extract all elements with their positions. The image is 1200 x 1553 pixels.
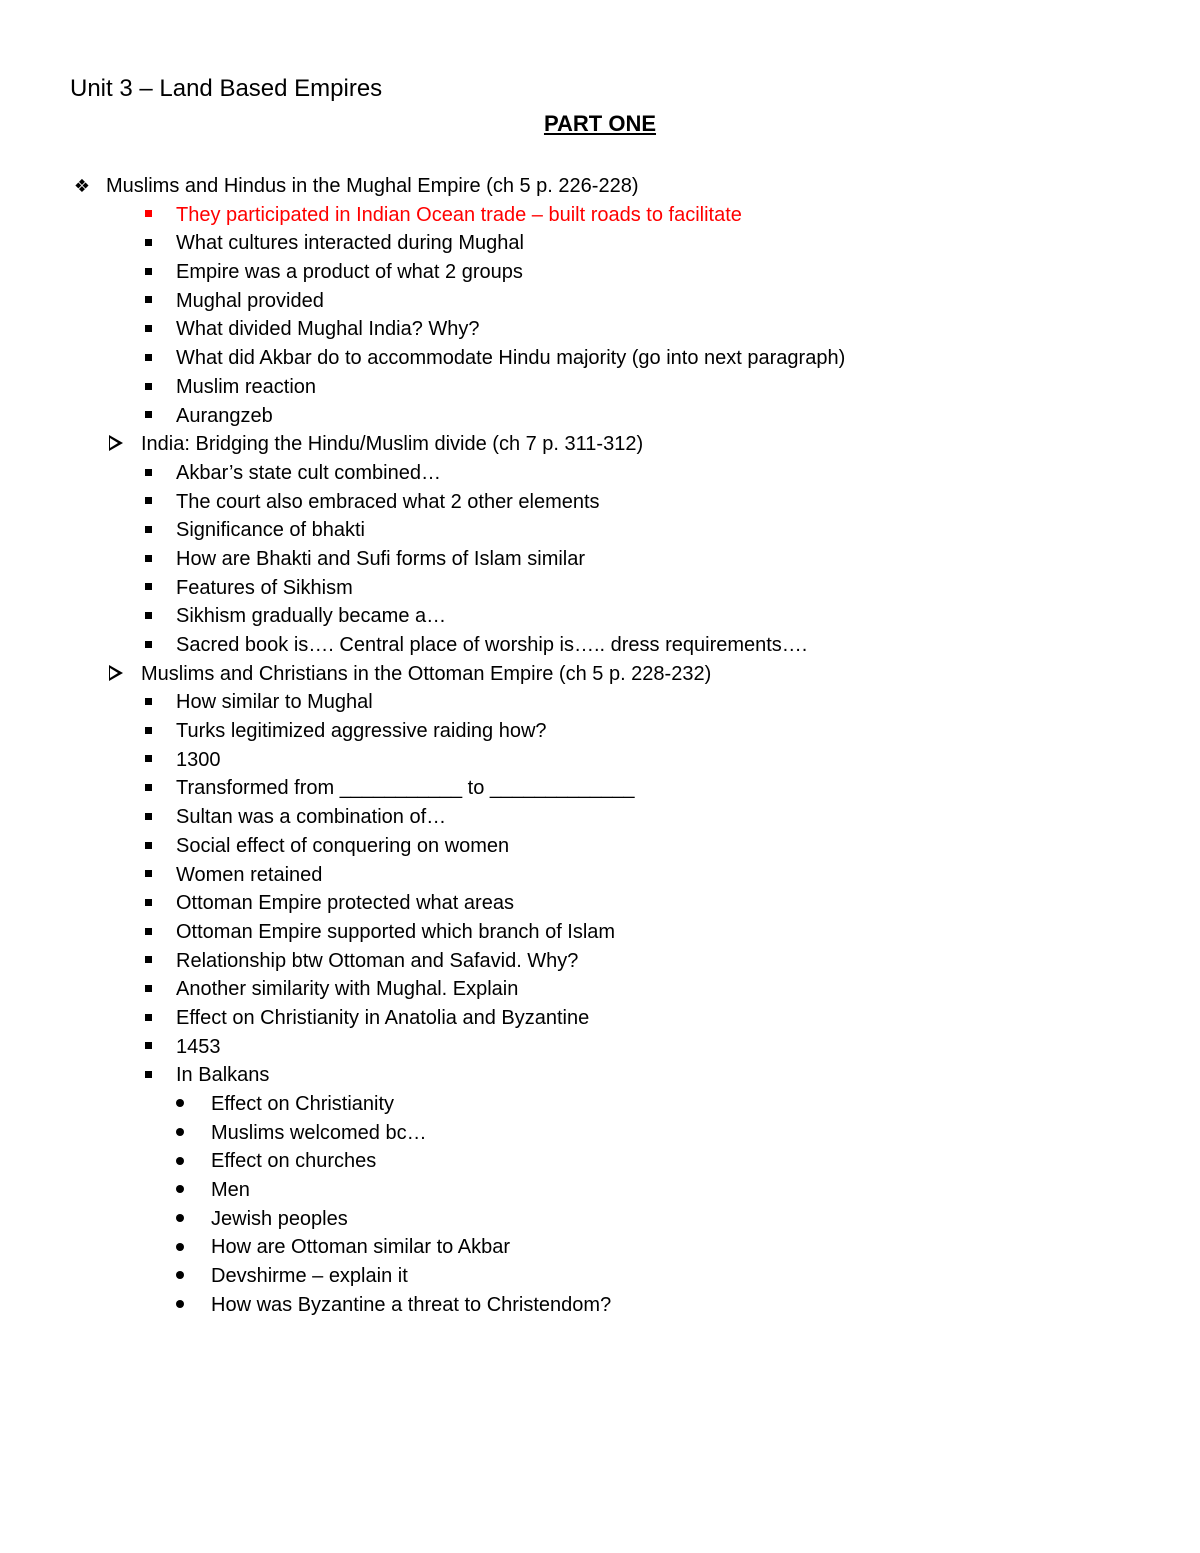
outline-item <box>0 602 1200 631</box>
square-bullet-icon <box>136 373 160 402</box>
outline-item-text: Relationship btw Ottoman and Safavid. Why? <box>176 949 579 972</box>
round-bullet-icon <box>168 1147 192 1176</box>
square-bullet-icon <box>136 516 160 545</box>
square-bullet-icon <box>136 459 160 488</box>
outline-item <box>0 688 1200 717</box>
outline-item-text: Akbar’s state cult combined… <box>176 461 441 484</box>
square-bullet-icon <box>136 832 160 861</box>
outline-item-text: What divided Mughal India? Why? <box>176 318 480 341</box>
round-bullet-icon <box>168 1090 192 1119</box>
outline-item-text: Social effect of conquering on women <box>176 834 510 857</box>
outline-item <box>0 258 1200 287</box>
square-bullet-icon <box>136 344 160 373</box>
outline-item <box>0 947 1200 976</box>
outline-item <box>0 229 1200 258</box>
square-bullet-icon <box>136 1061 160 1090</box>
outline-item-text: How are Bhakti and Sufi forms of Islam similar <box>176 547 586 570</box>
round-bullet-icon <box>168 1233 192 1262</box>
outline-item <box>0 1119 1200 1148</box>
outline-item-text: Another similarity with Mughal. Explain <box>176 978 519 1001</box>
outline-item-text: Sikhism gradually became a… <box>176 605 447 628</box>
outline-item <box>0 975 1200 1004</box>
outline-item-text: Ottoman Empire supported which branch of Islam <box>176 920 616 943</box>
square-bullet-icon <box>136 1033 160 1062</box>
outline-item <box>0 488 1200 517</box>
square-bullet-icon <box>136 315 160 344</box>
outline-item <box>0 1176 1200 1205</box>
outline-item-text: In Balkans <box>176 1064 270 1087</box>
outline-item-text: What did Akbar do to accommodate Hindu majority (go into next paragraph) <box>176 347 846 370</box>
outline-item <box>0 717 1200 746</box>
outline-item-text: Muslim reaction <box>176 375 317 398</box>
diamond-bullet-icon: ❖ <box>73 176 91 196</box>
outline-item <box>0 172 1200 201</box>
outline-item <box>0 574 1200 603</box>
outline-item-text: Sultan was a combination of… <box>176 806 447 829</box>
outline-item-text: How was Byzantine a threat to Christendom? <box>211 1293 612 1316</box>
outline-item-text: Mughal provided <box>176 289 324 312</box>
outline-item-text: 1300 <box>176 748 221 771</box>
outline-item-text: Jewish peoples <box>211 1207 348 1230</box>
outline-item <box>0 287 1200 316</box>
outline-item <box>0 373 1200 402</box>
outline-item <box>0 459 1200 488</box>
outline-item-text: Significance of bhakti <box>176 519 366 542</box>
square-bullet-icon <box>136 688 160 717</box>
square-bullet-icon <box>136 803 160 832</box>
arrow-bullet-icon <box>104 430 128 459</box>
outline-item-text: What cultures interacted during Mughal <box>176 232 524 255</box>
outline-item-text: How similar to Mughal <box>176 691 373 714</box>
outline-item-text: Devshirme – explain it <box>211 1265 408 1288</box>
outline-item-text: Turks legitimized aggressive raiding how? <box>176 720 547 743</box>
square-bullet-icon <box>136 774 160 803</box>
square-bullet-icon <box>136 861 160 890</box>
square-bullet-icon <box>136 889 160 918</box>
outline-item-text: 1453 <box>176 1035 221 1058</box>
outline-item-text: Features of Sikhism <box>176 576 353 599</box>
outline-item-text: Sacred book is…. Central place of worship is….. dress requirements…. <box>176 634 808 656</box>
outline-item <box>0 1205 1200 1234</box>
outline-item-text: Effect on churches <box>211 1150 377 1173</box>
outline-item-text: Muslims and Hindus in the Mughal Empire (ch 5 p. 226-228) <box>106 175 639 197</box>
outline-item <box>0 344 1200 373</box>
square-bullet-icon <box>136 402 160 431</box>
outline-item-text: They participated in Indian Ocean trade – built roads to facilitate <box>176 203 742 226</box>
square-bullet-icon <box>136 746 160 775</box>
document-title: Unit 3 – Land Based Empires <box>70 75 383 102</box>
square-bullet-icon <box>136 947 160 976</box>
outline-item <box>0 861 1200 890</box>
outline-item <box>0 1147 1200 1176</box>
round-bullet-icon <box>168 1262 192 1291</box>
outline-item <box>0 660 1200 689</box>
outline-item-text: Effect on Christianity <box>211 1093 395 1115</box>
outline-item-text: India: Bridging the Hindu/Muslim divide (ch 7 p. 311-312) <box>141 433 644 456</box>
outline-item <box>0 201 1200 230</box>
outline-item <box>0 918 1200 947</box>
outline-item-text: Aurangzeb <box>176 404 273 427</box>
square-bullet-icon <box>136 975 160 1004</box>
outline-item-text: Transformed from ___________ to _____________ <box>176 777 635 800</box>
outline-item <box>0 1061 1200 1090</box>
outline-item <box>0 803 1200 832</box>
round-bullet-icon <box>168 1291 192 1320</box>
outline-item <box>0 545 1200 574</box>
square-bullet-icon <box>136 488 160 517</box>
square-bullet-icon <box>136 602 160 631</box>
square-bullet-icon <box>136 258 160 287</box>
arrow-bullet-icon <box>104 660 128 689</box>
round-bullet-icon <box>168 1205 192 1234</box>
outline-item <box>0 1233 1200 1262</box>
outline-item-text: Effect on Christianity in Anatolia and Byzantine <box>176 1006 590 1029</box>
outline-list <box>0 172 1200 1320</box>
outline-item <box>0 631 1200 660</box>
outline-item <box>0 315 1200 344</box>
outline-item-text: Muslims and Christians in the Ottoman Empire (ch 5 p. 228-232) <box>141 662 712 685</box>
outline-item <box>0 1262 1200 1291</box>
outline-item <box>0 1291 1200 1320</box>
outline-item-text: Muslims welcomed bc… <box>211 1121 427 1144</box>
outline-item <box>0 402 1200 431</box>
square-bullet-icon <box>136 717 160 746</box>
outline-item <box>0 430 1200 459</box>
outline-item <box>0 832 1200 861</box>
outline-item-text: The court also embraced what 2 other elements <box>176 490 600 513</box>
square-bullet-icon <box>136 574 160 603</box>
part-heading: PART ONE <box>543 111 657 136</box>
square-bullet-icon <box>136 201 160 230</box>
outline-item-text: Men <box>211 1179 250 1202</box>
outline-item <box>0 774 1200 803</box>
square-bullet-icon <box>136 631 160 660</box>
round-bullet-icon <box>168 1176 192 1205</box>
outline-item <box>0 889 1200 918</box>
outline-item <box>0 746 1200 775</box>
outline-item <box>0 1090 1200 1119</box>
square-bullet-icon <box>136 229 160 258</box>
outline-item <box>0 1004 1200 1033</box>
square-bullet-icon <box>136 545 160 574</box>
outline-item-text: How are Ottoman similar to Akbar <box>211 1236 510 1259</box>
outline-item-text: Women retained <box>176 863 323 886</box>
round-bullet-icon <box>168 1119 192 1148</box>
outline-item <box>0 516 1200 545</box>
outline-item-text: Ottoman Empire protected what areas <box>176 892 514 915</box>
outline-item <box>0 1033 1200 1062</box>
square-bullet-icon <box>136 1004 160 1033</box>
square-bullet-icon <box>136 918 160 947</box>
outline-item-text: Empire was a product of what 2 groups <box>176 261 523 284</box>
square-bullet-icon <box>136 287 160 316</box>
